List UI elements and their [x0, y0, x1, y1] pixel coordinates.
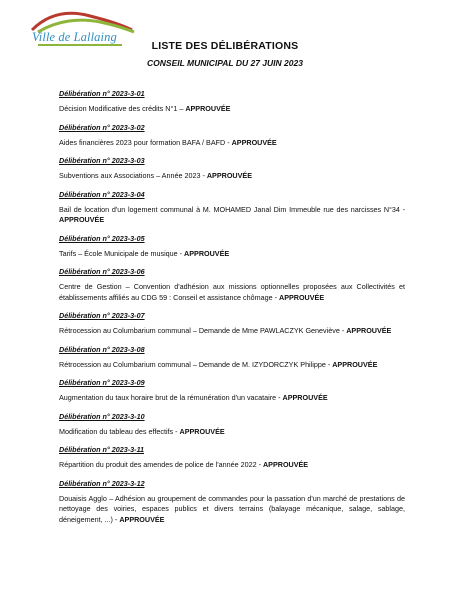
- deliberation-description: [59, 171, 405, 182]
- status-label: APPROUVÉE: [282, 393, 328, 402]
- deliberation-text: Tarifs – École Municipale de musique -: [59, 248, 185, 258]
- deliberation-ref: Délibération n° 2023-3-01: [59, 89, 145, 98]
- status-label: APPROUVÉE: [119, 514, 165, 524]
- deliberation-text: Bail de location d'un logement communal à M. MOHAMED Janal Dim Immeuble rue des narcisses N°34 -: [59, 204, 405, 214]
- status-label: APPROUVÉE: [206, 171, 252, 180]
- deliberation-ref: Délibération n° 2023-3-11: [59, 445, 145, 454]
- deliberation-description: [59, 393, 405, 404]
- deliberation-entry: [59, 311, 405, 337]
- deliberation-description: [59, 205, 405, 226]
- deliberation-ref: Délibération n° 2023-3-05: [59, 233, 145, 243]
- deliberations-list: [59, 89, 405, 533]
- deliberation-entry: [59, 345, 405, 371]
- status-label: APPROUVÉE: [332, 359, 378, 369]
- status-label: APPROUVÉE: [184, 248, 230, 258]
- status-label: APPROUVÉE: [231, 137, 277, 147]
- deliberation-text: Rétrocession au Columbarium communal – Demande de Mme PAWLACZYK Geneviève -: [59, 326, 347, 335]
- deliberation-text: Rétrocession au Columbarium communal – Demande de M. IZYDORCZYK Philippe -: [59, 359, 333, 369]
- deliberation-entry: [59, 89, 405, 115]
- deliberation-entry: [59, 156, 405, 182]
- deliberation-ref: Délibération n° 2023-3-06: [59, 267, 145, 276]
- deliberation-entry: [59, 123, 405, 149]
- deliberation-entry: [59, 479, 405, 526]
- status-label: APPROUVÉE: [185, 104, 231, 113]
- deliberation-description: [59, 494, 405, 526]
- document-title: LISTE DES DÉLIBÉRATIONS: [151, 40, 299, 52]
- deliberation-description: [59, 138, 405, 149]
- deliberation-description: [59, 282, 405, 303]
- deliberation-description: [59, 360, 405, 371]
- document-subtitle: CONSEIL MUNICIPAL DU 27 JUIN 2023: [147, 58, 303, 68]
- deliberation-ref: Délibération n° 2023-3-03: [59, 156, 145, 165]
- deliberation-description: [59, 104, 405, 115]
- status-label: APPROUVÉE: [279, 292, 325, 302]
- status-label: APPROUVÉE: [262, 460, 309, 469]
- deliberation-description: [59, 326, 405, 337]
- deliberation-ref: Délibération n° 2023-3-02: [59, 122, 145, 132]
- status-label: APPROUVÉE: [59, 215, 105, 224]
- deliberation-description: [59, 249, 405, 260]
- deliberation-ref: Délibération n° 2023-3-12: [59, 478, 145, 488]
- deliberation-description: [59, 460, 405, 471]
- deliberation-entry: [59, 445, 405, 471]
- deliberation-description: [59, 427, 405, 438]
- deliberation-text: Répartition du produit des amendes de police de l'année 2022 -: [59, 460, 263, 469]
- deliberation-text: Subventions aux Associations – Année 2023 -: [59, 171, 207, 180]
- deliberation-entry: [59, 234, 405, 260]
- deliberation-text: Modification du tableau des effectifs -: [59, 426, 180, 436]
- deliberation-entry: [59, 412, 405, 438]
- deliberation-text: Augmentation du taux horaire brut de la rémunération d'un vacataire -: [59, 393, 283, 402]
- deliberation-ref: Délibération n° 2023-3-08: [59, 344, 145, 354]
- logo-text: Ville de Lallaing: [32, 30, 117, 44]
- deliberation-entry: [59, 378, 405, 404]
- deliberation-text: Douaisis Agglo – Adhésion au groupement de commandes pour la passation d'un marché de prestations de nettoyage des voiries, espaces publics et divers terrains (balayage mécanique, salage, sablage, déneigement, ...) -: [59, 493, 405, 524]
- deliberation-ref: Délibération n° 2023-3-04: [59, 189, 145, 199]
- deliberation-ref: Délibération n° 2023-3-10: [59, 411, 145, 421]
- deliberation-entry: [59, 267, 405, 303]
- status-label: APPROUVÉE: [179, 426, 225, 436]
- deliberation-entry: [59, 190, 405, 226]
- deliberation-text: Centre de Gestion – Convention d'adhésion aux missions optionnelles proposées aux Collectivités et établissements affiliés au CDG 59 : Conseil et assistance chômage -: [59, 282, 405, 302]
- status-label: APPROUVÉE: [346, 326, 392, 335]
- deliberation-ref: Délibération n° 2023-3-09: [59, 378, 145, 387]
- deliberation-ref: Délibération n° 2023-3-07: [59, 311, 145, 320]
- deliberation-text: Décision Modificative des crédits N°1 –: [59, 104, 186, 113]
- deliberation-text: Aides financières 2023 pour formation BAFA / BAFD -: [59, 137, 232, 147]
